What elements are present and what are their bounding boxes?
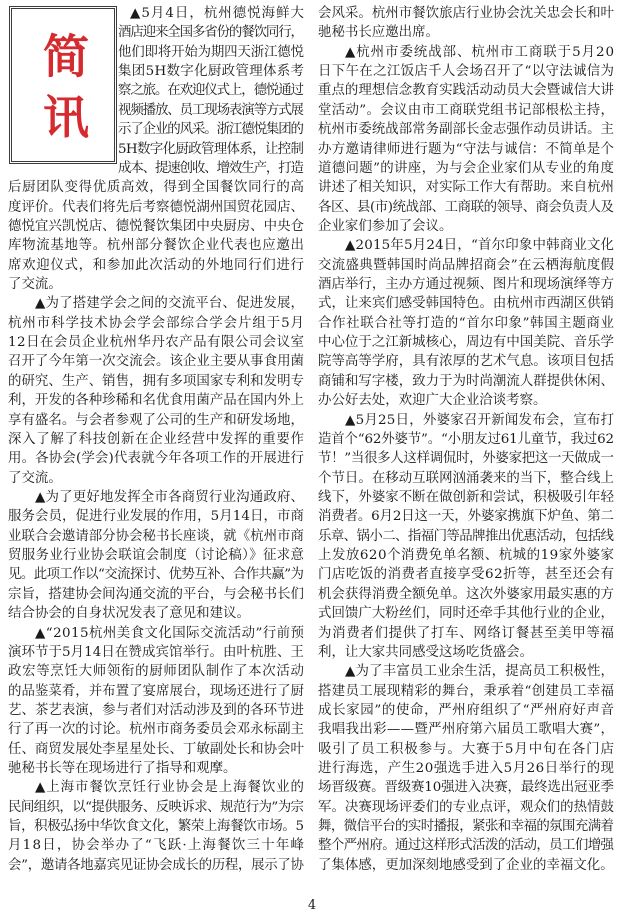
text-line: 道德问题”的讲座，为与会企业家们从专业的角度 bbox=[318, 160, 615, 176]
text-line: 用。各协会(学会)代表就今年各项工作的开展进行 bbox=[8, 451, 305, 467]
text-line: ▲2015年5月24日，“首尔印象中韩商业文化 bbox=[345, 238, 615, 254]
text-line: 办公好去处，欢迎广大企业洽谈考察。 bbox=[318, 393, 547, 409]
text-line: 军。决赛现场评委们的专业点评，观众们的热情鼓 bbox=[318, 799, 615, 815]
text-line: 民间组织，以“提供服务、反映诉求、规范行为”为宗 bbox=[8, 799, 304, 815]
text-line: 堂活动”。会议由市工商联党组书记部根松主持， bbox=[318, 102, 615, 118]
news-item bbox=[318, 411, 614, 663]
text-line: 召开了今年第一次交流会。该企业主要从事食用菌 bbox=[8, 354, 305, 370]
text-line: 为消费者们提供了打车、网络订餐甚至美甲等福 bbox=[318, 625, 615, 641]
text-line: 月18日，协会举办了“飞跃·上海餐饮三十年峰 bbox=[8, 838, 306, 854]
text-line: 贸服务业行业协会联谊会制度（讨论稿）》征求意 bbox=[8, 548, 305, 564]
news-item bbox=[8, 624, 304, 779]
text-line: 日下午在之江饭店千人会场召开了“以守法诚信为 bbox=[318, 64, 615, 80]
text-line: 政宏等烹饪大师领衔的厨师团队制作了本次活动 bbox=[8, 664, 305, 680]
text-line: 会风采。杭州市餐饮旅店行业协会沈关忠会长和叶 bbox=[318, 6, 615, 21]
text-line: 杭州市科学技术协会学会部综合学会片组于5月 bbox=[8, 315, 305, 331]
text-line: 讲述了相关知识，对实际工作大有帮助。来自杭州 bbox=[318, 180, 615, 196]
text-line: 式回馈广大粉丝们，同时还牵手其他行业的企业， bbox=[318, 606, 615, 622]
text-line: 杭州市委统战部常务副部长金志强作动员讲话。主 bbox=[318, 122, 615, 138]
text-line: 消费者。6月2日这一天，外婆家携旗下炉鱼、第二 bbox=[318, 509, 614, 525]
text-line: 整个严州府。通过这样形式活泼的活动，员工们增强 bbox=[318, 838, 614, 854]
text-line: 驰秘书长应邀出席。 bbox=[318, 25, 439, 41]
text-line: 的研究、生产、销售，拥有多项国家专利和发明专 bbox=[8, 373, 305, 389]
text-line: 舞，微信平台的实时播报，紧张和幸福的氛围充满着 bbox=[318, 819, 614, 835]
text-line: 进行海选，产生20强选手进入5月26日举行的现 bbox=[318, 761, 615, 777]
text-line: 12日在会员企业杭州华丹农产品有限公司会议室 bbox=[8, 335, 305, 351]
text-line: 造首个“62外婆节”。“小朋友过61儿童节，我过62 bbox=[318, 431, 614, 447]
text-line: 任、商贸发展处李星星处长、丁敏副处长和协会叶 bbox=[8, 741, 305, 757]
text-line: 吸引了员工积极参与。大赛于5月中旬在各门店 bbox=[318, 741, 615, 757]
news-item bbox=[8, 488, 304, 624]
text-line: ▲杭州市委统战部、杭州市工商联于5月20 bbox=[345, 44, 615, 60]
section-title: 简讯 bbox=[36, 31, 90, 154]
news-item bbox=[318, 662, 614, 875]
text-line: 搭建员工展现精彩的舞台，秉承着“创建员工幸福 bbox=[318, 683, 615, 699]
text-line: 德悦宜兴凯悦店、德悦餐饮集团中央厨房、中央仓 bbox=[8, 218, 305, 234]
news-item bbox=[8, 4, 304, 294]
text-line: 成本、提速创收、增效生产，打造 bbox=[118, 160, 303, 176]
text-line: 业联合会邀请部分协会秘书长座谈，就《杭州市商 bbox=[8, 528, 305, 544]
text-line: ▲“2015杭州美食文化国际交流活动”行前预 bbox=[35, 625, 305, 641]
text-line: 的品鉴菜肴，并布置了宴席展台，现场还进行了厨 bbox=[8, 683, 305, 699]
news-item bbox=[318, 236, 614, 410]
text-line: 上发放620个消费免单名额、杭城的19家外婆家 bbox=[318, 548, 615, 564]
text-line: 成长家园”的使命，严州府组织了“严州府好声音 bbox=[318, 702, 615, 718]
page-number: 4 bbox=[307, 898, 317, 913]
text-line: 察之旅。在欢迎仪式上，德悦通过 bbox=[118, 83, 303, 99]
text-line: 利，开发的各种珍稀和名优食用菌产品在国内外上 bbox=[8, 393, 305, 409]
text-line: 驰秘书长等在现场进行了指导和观摩。 bbox=[8, 761, 237, 777]
text-line: 办方邀请律师进行题为“守法与诚信：不简单是个 bbox=[318, 141, 615, 157]
text-line: 享有盛名。与会者参观了公司的生产和研发场地， bbox=[8, 412, 305, 428]
text-line: 个节日。在移动互联网汹涌袭来的当下，整合线上 bbox=[318, 470, 615, 486]
text-line: 中心位于之江新城核心，周边有中国美院、音乐学 bbox=[318, 335, 615, 351]
news-item bbox=[318, 43, 614, 237]
text-line: 集团5H数字化厨政管理体系考 bbox=[118, 64, 305, 80]
news-columns bbox=[8, 4, 614, 877]
text-line: 我唱我出彩——暨严州府第六届员工歌唱大赛”， bbox=[318, 722, 615, 738]
text-line: 门店吃饭的消费者直接享受62折等，甚至还会有 bbox=[318, 567, 615, 583]
text-line: 示了企业的风采。浙江德悦集团的 bbox=[118, 122, 303, 138]
text-line: 合作社联合社等打造的“首尔印象”韩国主题商业 bbox=[318, 315, 615, 331]
text-line: 院等高等学府，具有浓厚的艺术气息。该项目包括 bbox=[318, 354, 615, 370]
text-line: 5H数字化厨政管理体系，让控制 bbox=[118, 141, 304, 157]
text-line: 商铺和写字楼，致力于为时尚潮流人群提供休闲、 bbox=[318, 373, 615, 389]
text-line: 库物流基地等。杭州部分餐饮企业代表也应邀出 bbox=[8, 238, 305, 254]
text-line: 他们即将开始为期四天浙江德悦 bbox=[118, 44, 304, 60]
text-line: 艺、茶艺表演，参与者们对活动涉及到的各环节进 bbox=[8, 702, 305, 718]
text-line: 席欢迎仪式，和参加此次活动的外地同行们进行 bbox=[8, 257, 305, 273]
text-line: 了交流。 bbox=[8, 470, 62, 486]
text-line: ▲为了搭建学会之间的交流平台、促进发展， bbox=[35, 296, 305, 312]
text-line: ▲上海市餐饮烹饪行业协会是上海餐饮业的 bbox=[35, 780, 305, 796]
text-line: 结合协会的自身状况发表了意见和建议。 bbox=[8, 606, 250, 622]
text-line: 后厨团队变得优质高效，得到全国餐饮同行的高 bbox=[8, 180, 305, 196]
text-line: 线下，外婆家不断在做创新和尝试，积极吸引年轻 bbox=[318, 489, 615, 505]
text-line: 酒店迎来全国多省份的餐饮同行， bbox=[118, 25, 303, 41]
text-line: ▲5月4日，杭州德悦海鲜大 bbox=[130, 6, 306, 21]
text-line: 场晋级赛。晋级赛10强进入决赛，最终选出冠亚季 bbox=[318, 780, 614, 796]
text-line: 酒店举行，主办方通过视频、图片和现场演绎等方 bbox=[318, 277, 615, 293]
text-line: 重点的理想信念教育实践活动动员大会暨诚信大讲 bbox=[318, 83, 615, 99]
text-line: 利，让大家共同感受这场吃货盛会。 bbox=[318, 644, 534, 660]
text-line: 机会获得消费全额免单。这次外婆家用最实惠的方 bbox=[318, 586, 615, 602]
text-line: 交流盛典暨韩国时尚品牌招商会”在云栖海航度假 bbox=[318, 257, 615, 273]
text-line: 乐章、锅小二、指福门等品牌推出优惠活动，包括线 bbox=[318, 528, 614, 544]
text-line: 服务会员，促进行业发展的作用，5月14日，市商 bbox=[8, 509, 305, 525]
text-line: 企业家们参加了会议。 bbox=[318, 218, 453, 234]
text-line: 节！”当很多人这样调侃时，外婆家把这一天做成一 bbox=[318, 451, 614, 467]
news-item bbox=[8, 294, 304, 488]
text-line: 行了再一次的讨论。杭州市商务委员会邓永标副主 bbox=[8, 722, 305, 738]
text-line: 见。此项工作以“交流探讨、优势互补、合作共赢”为 bbox=[8, 567, 304, 583]
text-line: 会”，邀请各地嘉宾见证协会成长的历程，展示了协 bbox=[8, 857, 304, 873]
text-line: 了集体感，更加深刻地感受到了企业的幸福文化。 bbox=[318, 857, 614, 873]
text-line: 深入了解了科技创新在企业经营中发挥的重要作 bbox=[8, 431, 305, 447]
text-line: 式，让来宾们感受韩国特色。由杭州市西湖区供销 bbox=[318, 296, 615, 312]
text-line: 视频播放、员工现场表演等方式展 bbox=[118, 102, 303, 118]
text-line: ▲5月25日，外婆家召开新闻发布会，宣布打 bbox=[345, 412, 615, 428]
text-line: ▲为了更好地发挥全市各商贸行业沟通政府、 bbox=[35, 489, 305, 505]
text-line: 宗旨，搭建协会间沟通交流的平台，与会秘书长们 bbox=[8, 586, 305, 602]
text-line: ▲为了丰富员工业余生活，提高员工积极性， bbox=[345, 664, 615, 680]
text-line: 度评价。代表们将先后考察德悦湖州国贸花园店、 bbox=[8, 199, 305, 215]
text-line: 了交流。 bbox=[8, 277, 62, 293]
text-line: 旨，积极弘扬中华饮食文化，繁荣上海餐饮市场。5 bbox=[8, 819, 304, 835]
text-line: 各区、县(市)统战部、工商联的领导、商会负责人及 bbox=[318, 199, 614, 215]
text-line: 演环节于5月14日在赞成宾馆举行。由叶杭胜、王 bbox=[8, 644, 305, 660]
